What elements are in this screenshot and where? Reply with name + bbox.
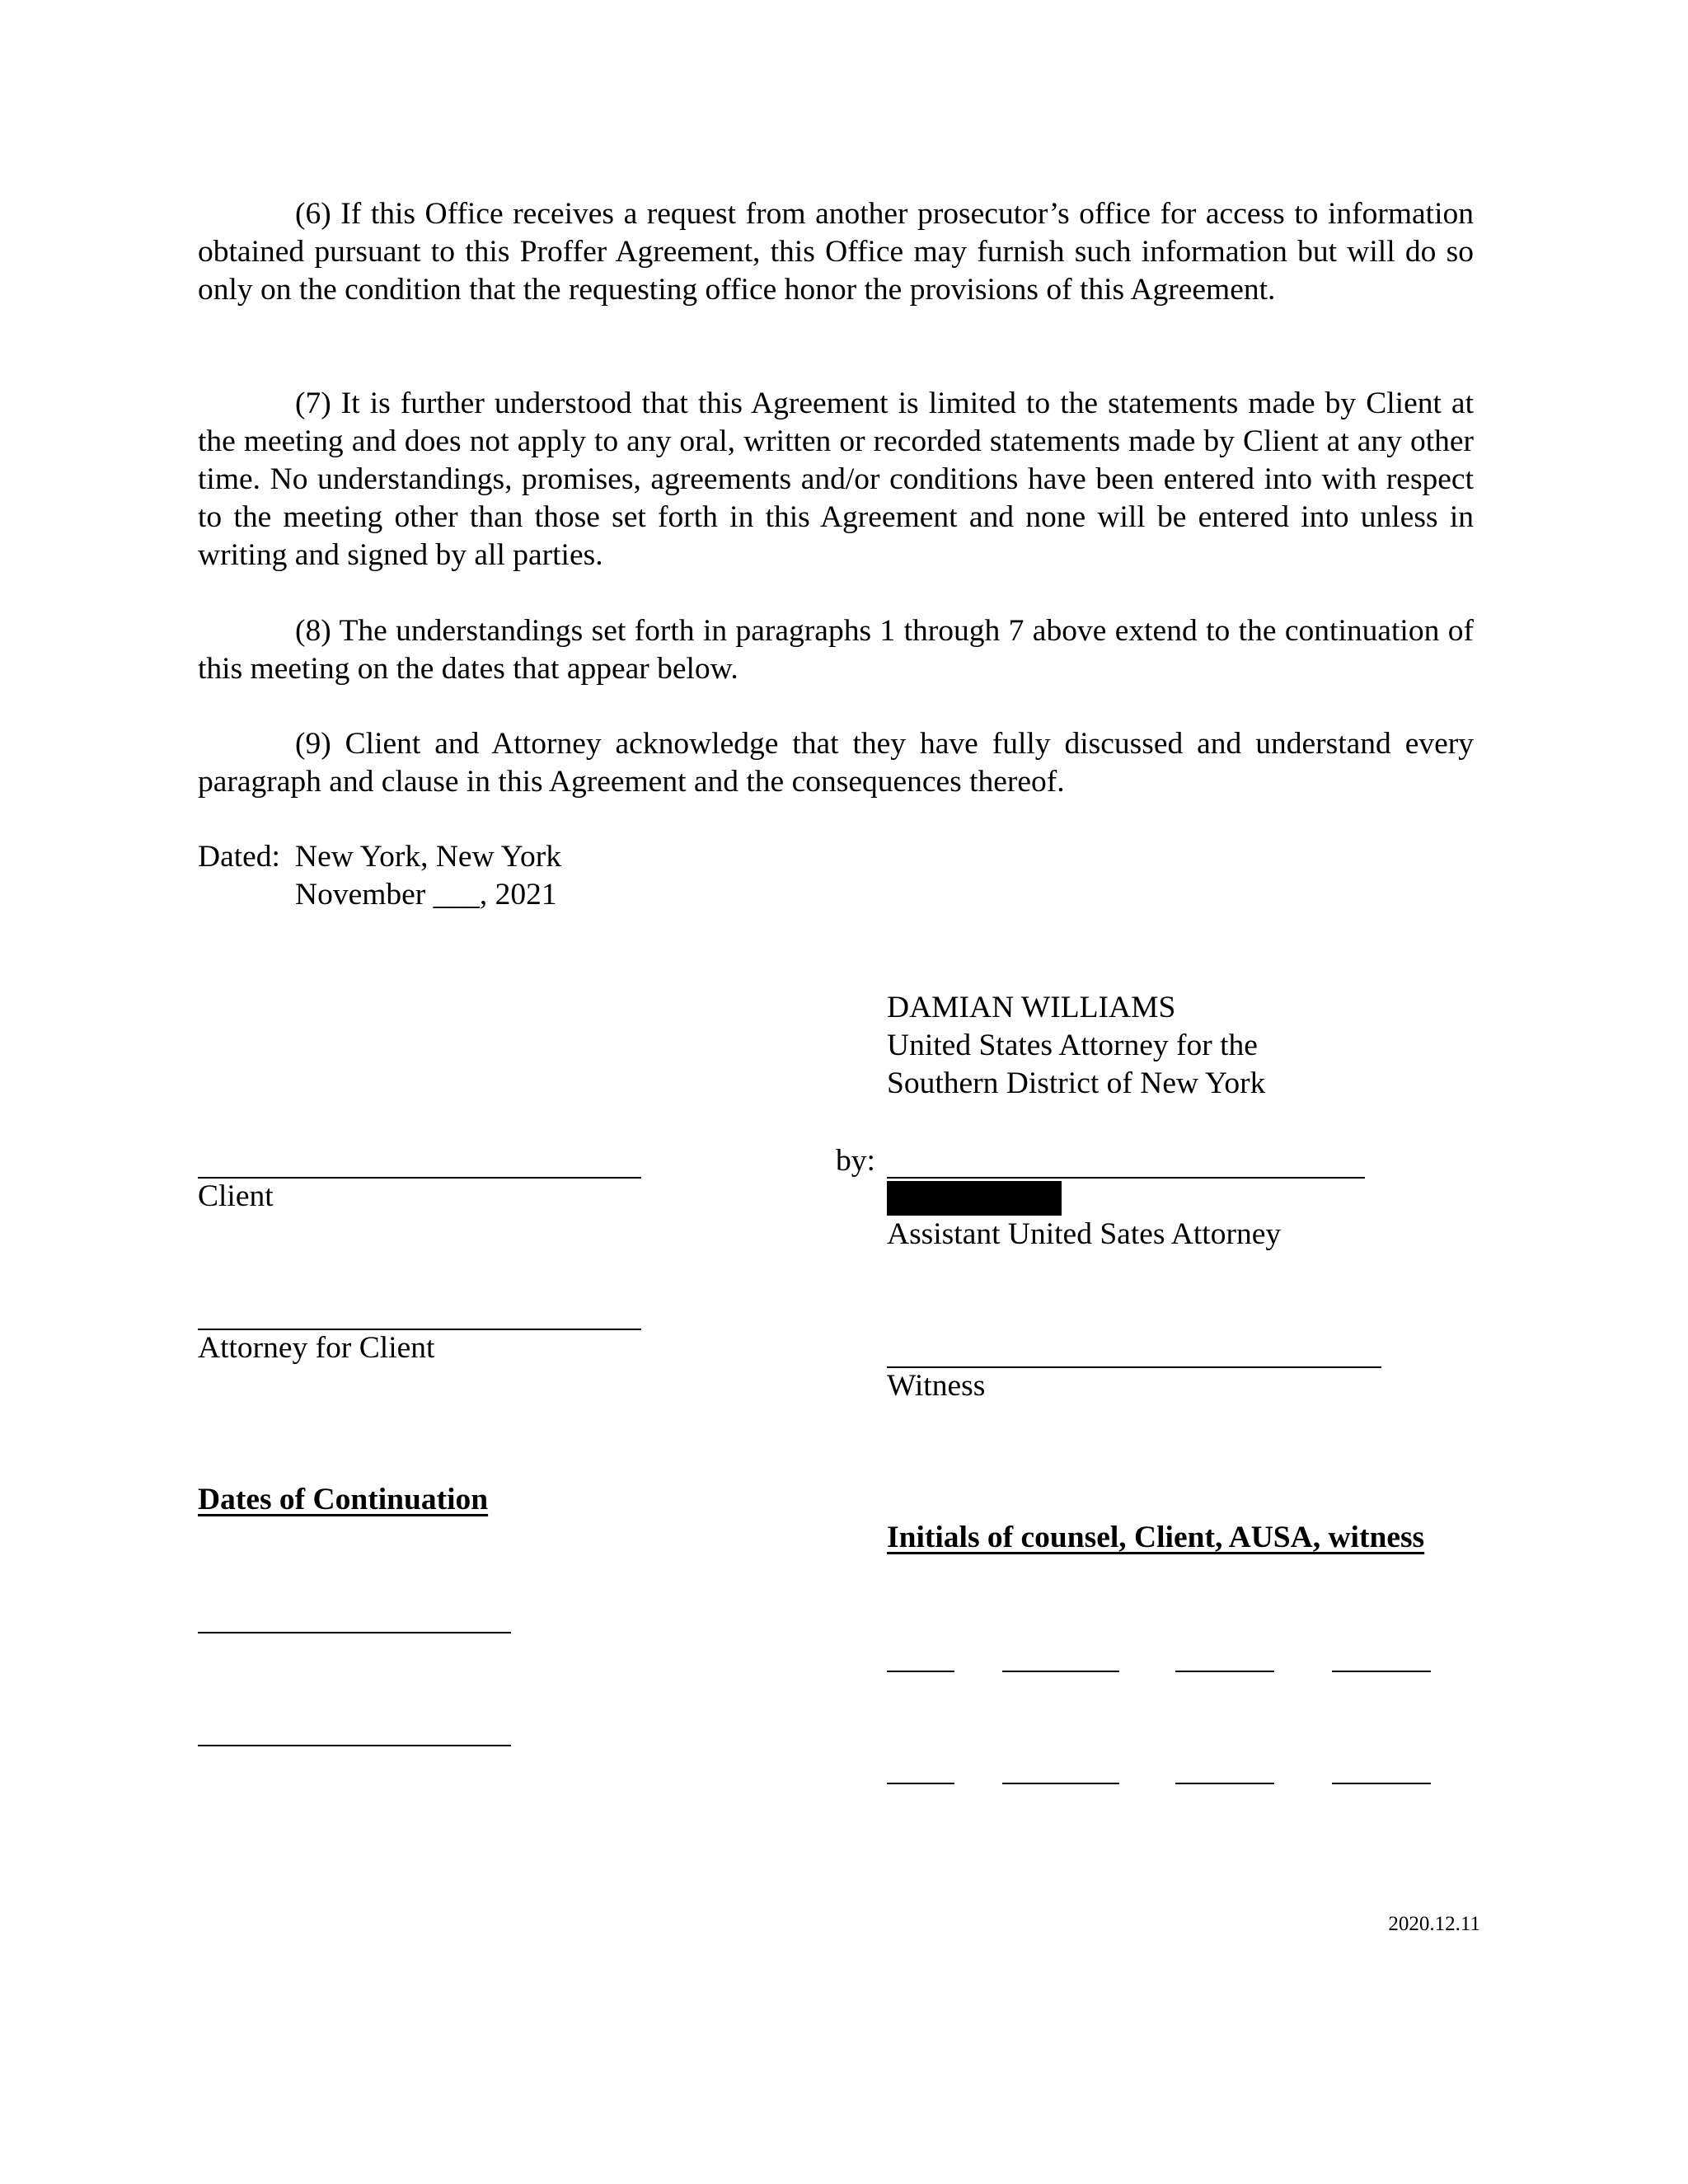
paragraph-6: (6) If this Office receives a request from another prosecutor’s office for access to information obtained pursuant to this Proffer Agreement, this Office may furnish such information but will do so only on the condition that the requesting office honor the provisions of this Agreement. [198,197,1474,307]
dated-label: Dated: [198,840,280,874]
us-attorney-name: DAMIAN WILLIAMS [887,991,1176,1024]
dates-of-continuation-heading: Dates of Continuation [198,1483,489,1516]
initials-line-ausa [1175,1783,1274,1784]
initials-line-counsel [887,1671,954,1672]
attorney-label: Attorney for Client [198,1331,435,1365]
initials-heading: Initials of counsel, Client, AUSA, witness [887,1521,1425,1554]
continuation-date-line [198,1632,511,1633]
paragraph-7: (7) It is further understood that this Agreement is limited to the statements made by Client at the meeting and does not apply to any oral, written or recorded statements made by Client at any other time. No understandings, promises, agreements and/or conditions have been entered into with respect to the meeting other than those set forth in this Agreement and none will be entered into unless in writing and signed by all parties. [198,387,1474,572]
initials-line-witness [1332,1671,1431,1672]
dated-date: November ___, 2021 [295,878,557,912]
paragraph-8: (8) The understandings set forth in paragraphs 1 through 7 above extend to the continuation of this meeting on the dates that appear below. [198,614,1474,686]
by-label: by: [836,1144,875,1178]
ausa-signature-line [887,1177,1365,1179]
initials-line-client [1002,1671,1119,1672]
redacted-ausa-name [887,1181,1062,1216]
initials-line-client [1002,1783,1119,1784]
initials-line-witness [1332,1783,1431,1784]
client-label: Client [198,1179,274,1213]
initials-line-ausa [1175,1671,1274,1672]
us-attorney-title-2: Southern District of New York [887,1066,1266,1100]
ausa-title: Assistant United Sates Attorney [887,1217,1282,1251]
document-version: 2020.12.11 [1388,1913,1480,1935]
us-attorney-title-1: United States Attorney for the [887,1029,1258,1062]
dated-place: New York, New York [295,840,561,874]
continuation-date-line [198,1745,511,1746]
paragraph-9: (9) Client and Attorney acknowledge that they have fully discussed and understand every paragraph and clause in this Agreement and the consequences thereof. [198,727,1474,799]
witness-label: Witness [887,1369,986,1403]
initials-line-counsel [887,1783,954,1784]
